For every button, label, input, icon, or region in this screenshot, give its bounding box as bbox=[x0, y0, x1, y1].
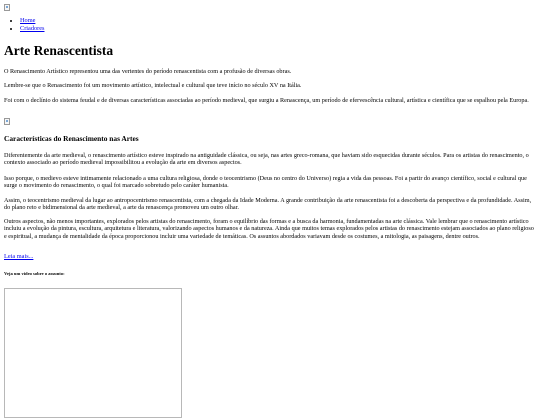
intro-paragraph-3: Foi com o declínio do sistema feudal e de diversas características associadas ao período medieval, que surgiu a Renascença, um período de efervescência cultural, artística e científica que se espalhou pela Europa. bbox=[4, 97, 529, 104]
nav-link-home[interactable]: Home bbox=[20, 17, 36, 24]
read-more-link[interactable]: Leia mais... bbox=[4, 253, 34, 260]
section-paragraph-2: Isso porque, o medievo esteve intimamente relacionado a uma cultura religiosa, donde o teocentrismo (Deus no centro do Universo) regia a vida das pessoas. Foi a partir do avanço científico, social e cultural que surge o movimento do renascimento, o qual foi marcado sobretudo pelo caráter humanista. bbox=[4, 175, 527, 190]
section-title: Características do Renascimento nas Artes bbox=[4, 134, 139, 143]
page-title: Arte Renascentista bbox=[4, 43, 114, 58]
section-paragraph-3: Assim, o teocentrismo medieval da lugar ao antropocentrismo renascentista, com a chegada da Idade Moderna. A grande contribuição da arte renascentista foi a descoberta da perspectiva e da profundidade. Assim, do plano reto e bidimensional da arte medieval, a arte da renascença promoveu um outro olhar. bbox=[4, 197, 532, 212]
main-nav bbox=[9, 17, 44, 33]
intro-paragraph-1: O Renascimento Artístico representou uma das vertentes do período renascentista com a profusão de diversas obras. bbox=[4, 68, 292, 75]
video-heading: Veja um vídeo sobre o assunto: bbox=[4, 271, 65, 276]
nav-link-criadores[interactable]: Criadores bbox=[20, 25, 45, 32]
section-paragraph-1: Diferentemente da arte medieval, o renascimento artístico esteve inspirado na antiguidade clássica, ou seja, nas artes greco-romana, que haviam sido esquecidas durante séculos. Para os artistas do renascimento, o contexto associado ao período medieval impossibilitou a evolução da arte em diversos aspectos. bbox=[4, 152, 529, 167]
nav-item-home bbox=[20, 17, 44, 25]
section-paragraph-4: Outros aspectos, não menos importantes, explorados pelos artistas do renascimento, foram o equilíbrio das formas e a busca da harmonia, fundamentadas na arte clássica. Vale lembrar que o renascimento artístico incluiu a evolução da pintura, escultura, arquitetura e literatura, valorizando aspectos humanos e da natureza. Ainda que muitos temas explorados pelos artistas do renascimento estejam associados ao plano religioso e espiritual, a mudança de mentalidade da época proporcionou incluir uma variedade de temáticas. Os assuntos abordados variavam desde os costumes, a mitologia, as paisagens, dentre outros. bbox=[4, 218, 534, 240]
intro-paragraph-2: Lembre-se que o Renascimento foi um movimento artístico, intelectual e cultural que teve início no século XV na Itália. bbox=[4, 82, 302, 89]
article-image-broken-icon bbox=[4, 118, 10, 125]
nav-item-criadores bbox=[20, 25, 44, 33]
video-embed[interactable] bbox=[4, 288, 182, 418]
header-image-broken-icon bbox=[4, 4, 10, 11]
